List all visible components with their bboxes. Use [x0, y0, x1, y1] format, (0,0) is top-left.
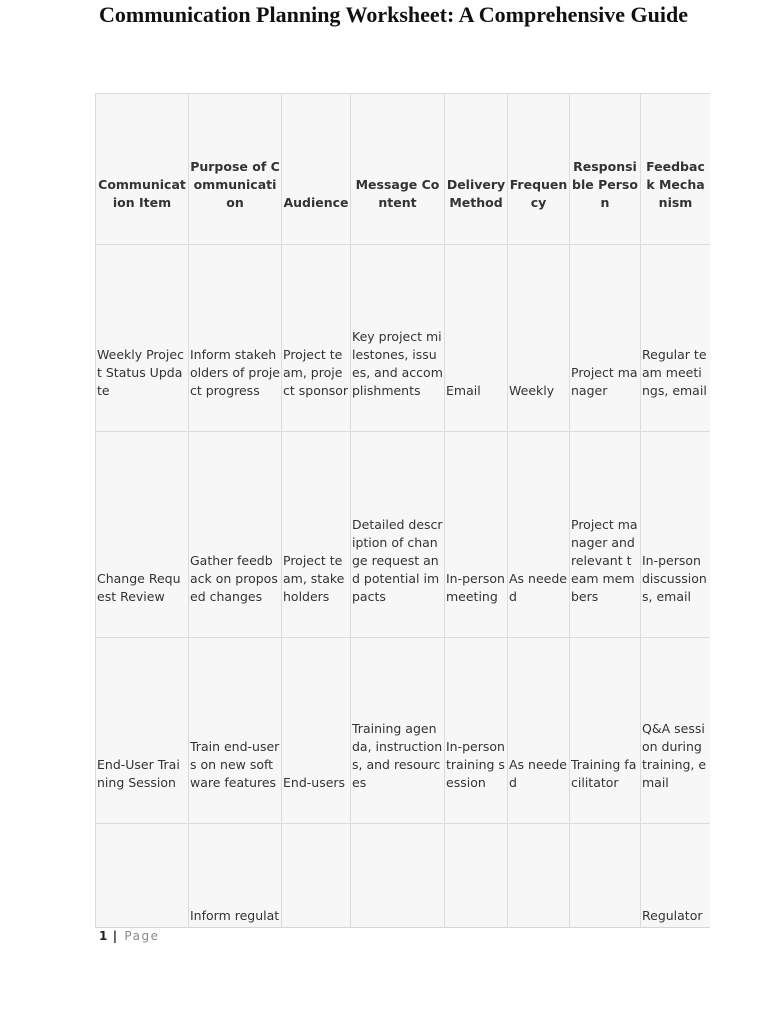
- cell-message-content: Training agenda, instructions, and resources: [351, 638, 445, 824]
- cell-delivery-method: In-person meeting: [445, 432, 508, 638]
- header-message-content: Message Content: [351, 94, 445, 245]
- cell-feedback-mechanism: Regulator: [641, 824, 711, 929]
- cell-communication-item: Weekly Project Status Update: [96, 245, 189, 432]
- cell-audience: End-users: [282, 638, 351, 824]
- header-purpose: Purpose of Communication: [189, 94, 282, 245]
- footer-separator: |: [112, 929, 118, 943]
- cell-responsible-person: [570, 824, 641, 929]
- cell-audience: [282, 824, 351, 929]
- cell-responsible-person: Training facilitator: [570, 638, 641, 824]
- cell-delivery-method: [445, 824, 508, 929]
- page-label: Page: [124, 929, 160, 943]
- cell-purpose: Train end-users on new software features: [189, 638, 282, 824]
- page-footer: [99, 929, 159, 943]
- cell-feedback-mechanism: Q&A session during training, email: [641, 638, 711, 824]
- table-row: [96, 638, 711, 824]
- communication-worksheet-table: [95, 93, 710, 928]
- cell-frequency: [508, 824, 570, 929]
- cell-responsible-person: Project manager and relevant team members: [570, 432, 641, 638]
- header-communication-item: Communication Item: [96, 94, 189, 245]
- header-audience: Audience: [282, 94, 351, 245]
- cell-purpose: Inform regulat: [189, 824, 282, 929]
- cell-delivery-method: Email: [445, 245, 508, 432]
- cell-message-content: Detailed description of change request and potential impacts: [351, 432, 445, 638]
- header-delivery-method: Delivery Method: [445, 94, 508, 245]
- table-row: [96, 824, 711, 929]
- table-row: [96, 432, 711, 638]
- cell-delivery-method: In-person training session: [445, 638, 508, 824]
- cell-responsible-person: Project manager: [570, 245, 641, 432]
- table-header-row: [96, 94, 711, 245]
- cell-purpose: Inform stakeholders of project progress: [189, 245, 282, 432]
- cell-message-content: [351, 824, 445, 929]
- table-row: [96, 245, 711, 432]
- page-title: Communication Planning Worksheet: A Comprehensive Guide: [99, 2, 688, 27]
- header-feedback-mechanism: Feedback Mechanism: [641, 94, 711, 245]
- cell-communication-item: End-User Training Session: [96, 638, 189, 824]
- cell-message-content: Key project milestones, issues, and accomplishments: [351, 245, 445, 432]
- cell-frequency: Weekly: [508, 245, 570, 432]
- cell-feedback-mechanism: In-person discussions, email: [641, 432, 711, 638]
- header-responsible-person: Responsible Person: [570, 94, 641, 245]
- cell-communication-item: [96, 824, 189, 929]
- cell-communication-item: Change Request Review: [96, 432, 189, 638]
- cell-frequency: As needed: [508, 638, 570, 824]
- cell-purpose: Gather feedback on proposed changes: [189, 432, 282, 638]
- cell-frequency: As needed: [508, 432, 570, 638]
- worksheet-table-container: [95, 93, 710, 928]
- header-frequency: Frequency: [508, 94, 570, 245]
- cell-audience: Project team, stakeholders: [282, 432, 351, 638]
- page-number: 1: [99, 929, 108, 943]
- cell-feedback-mechanism: Regular team meetings, email: [641, 245, 711, 432]
- cell-audience: Project team, project sponsor: [282, 245, 351, 432]
